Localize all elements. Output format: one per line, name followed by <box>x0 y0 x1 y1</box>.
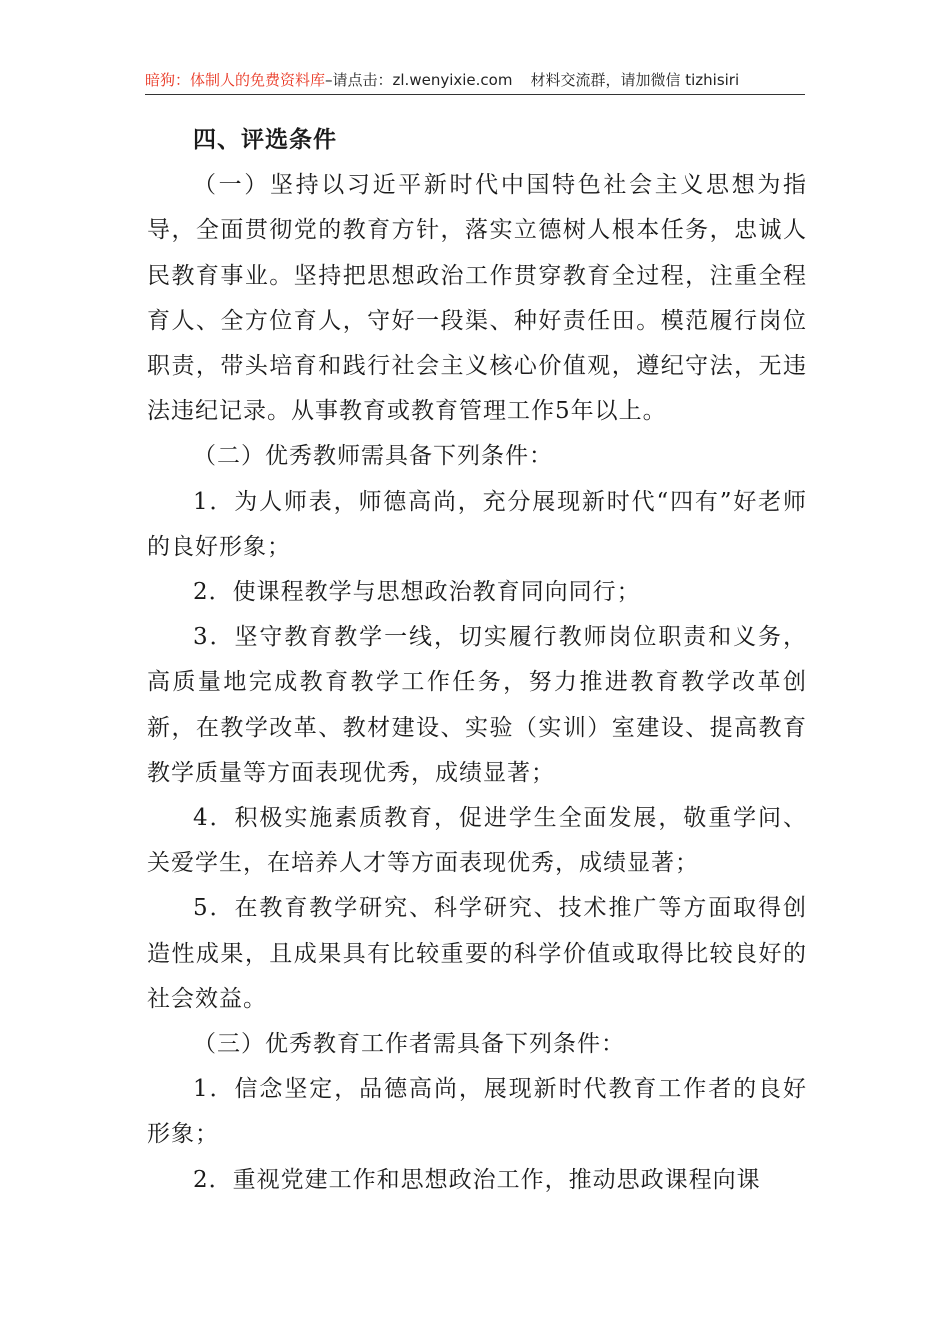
paragraph-worker-title: （三）优秀教育工作者需具备下列条件： <box>193 1031 625 1058</box>
paragraph-teacher-title: （二）优秀教师需具备下列条件： <box>193 443 553 470</box>
header-divider <box>145 94 805 95</box>
header-site-link[interactable]: –请点击：zl.wenyixie.com <box>325 71 513 89</box>
header-site-name: 暗狗：体制人的免费资料库 <box>145 71 326 89</box>
paragraph-teacher-item-3: 3．坚守教育教学一线，切实履行教师岗位职责和义务，高质量地完成教育教学工作任务，努力推进教育教学改革创新，在教学改革、教材建设、实验（实训）室建设、提高教育教学质量等方面表现优秀，成绩显著； <box>147 624 807 786</box>
document-body <box>147 118 807 1203</box>
header-wechat-note: 材料交流群，请加微信 tizhisiri <box>530 71 740 89</box>
paragraph-teacher-item-1: 1．为人师表，师德高尚，充分展现新时代“四有”好老师的良好形象； <box>147 488 807 560</box>
paragraph-worker-item-1: 1．信念坚定，品德高尚，展现新时代教育工作者的良好形象； <box>147 1076 807 1148</box>
paragraph-teacher-item-5: 5．在教育教学研究、科学研究、技术推广等方面取得创造性成果，且成果具有比较重要的科学价值或取得比较良好的社会效益。 <box>147 895 807 1012</box>
page-header <box>145 68 805 92</box>
paragraph-teacher-item-2: 2．使课程教学与思想政治教育同向同行； <box>193 579 641 606</box>
paragraph-criteria-general: （一）坚持以习近平新时代中国特色社会主义思想为指导，全面贯彻党的教育方针，落实立德树人根本任务，忠诚人民教育事业。坚持把思想政治工作贯穿教育全过程，注重全程育人、全方位育人，守好一段渠、种好责任田。模范履行岗位职责，带头培育和践行社会主义核心价值观，遵纪守法，无违法违纪记录。从事教育或教育管理工作5年以上。 <box>147 172 807 425</box>
section-heading: 四、评选条件 <box>193 127 337 153</box>
paragraph-worker-item-2: 2．重视党建工作和思想政治工作，推动思政课程向课 <box>193 1166 761 1193</box>
paragraph-teacher-item-4: 4．积极实施素质教育，促进学生全面发展，敬重学问、关爱学生，在培养人才等方面表现优秀，成绩显著； <box>147 805 807 877</box>
